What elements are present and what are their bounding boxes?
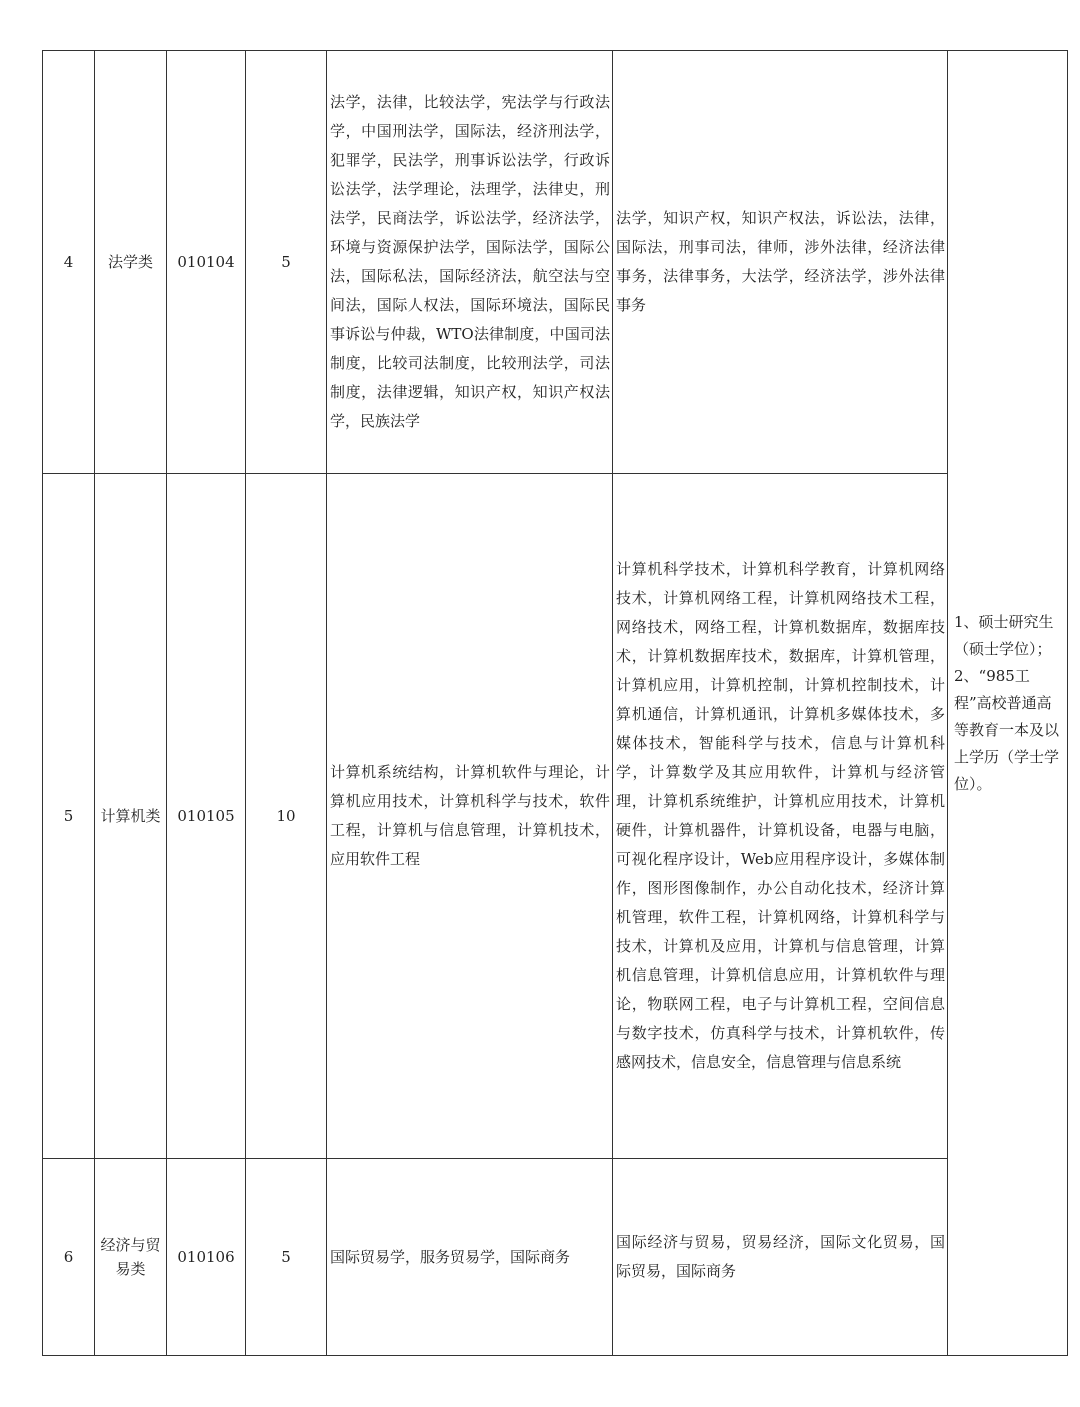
code-cell <box>167 51 246 474</box>
postgraduate-majors: 计算机系统结构，计算机软件与理论，计算机应用技术，计算机科学与技术，软件工程，计算机与信息管理，计算机技术，应用软件工程 <box>330 763 610 868</box>
count-cell <box>246 474 327 1159</box>
table-row <box>43 1159 1068 1356</box>
table-row <box>43 51 1068 474</box>
education-requirement: 1、硕士研究生（硕士学位）；2、“985工程”高校普通高等教育一本及以上学历（学士学位）。 <box>954 612 1060 793</box>
category-cell <box>95 474 167 1159</box>
table-row <box>43 474 1068 1159</box>
category-name: 计算机类 <box>100 807 161 825</box>
category-cell <box>95 1159 167 1356</box>
recruit-count: 5 <box>281 253 291 271</box>
code-cell <box>167 474 246 1159</box>
category-name: 经济与贸易类 <box>100 1236 161 1278</box>
count-cell <box>246 1159 327 1356</box>
requirement-cell <box>948 51 1068 1356</box>
undergraduate-majors-cell <box>613 51 948 474</box>
row-number: 4 <box>63 253 74 271</box>
postgraduate-majors-cell <box>327 51 613 474</box>
postgraduate-majors: 法学，法律，比较法学，宪法学与行政法学，中国刑法学，国际法，经济刑法学，犯罪学，民法学，刑事诉讼法学，行政诉讼法学，法学理论，法理学，法律史，刑法学，民商法学，诉讼法学，经济法学，环境与资源保护法学，国际法学，国际公法，国际私法，国际经济法，航空法与空间法，国际人权法，国际环境法，国际民事诉讼与仲裁，WTO法律制度，中国司法制度，比较司法制度，比较刑法学，司法制度，法律逻辑，知识产权，知识产权法学，民族法学 <box>330 93 610 430</box>
postgraduate-majors-cell <box>327 1159 613 1356</box>
undergraduate-majors: 国际经济与贸易，贸易经济，国际文化贸易，国际贸易，国际商务 <box>616 1233 945 1280</box>
row-number-cell <box>43 474 95 1159</box>
code-cell <box>167 1159 246 1356</box>
undergraduate-majors: 计算机科学技术，计算机科学教育，计算机网络技术，计算机网络工程，计算机网络技术工程，网络技术，网络工程，计算机数据库，数据库技术，计算机数据库技术，数据库，计算机管理，计算机应用，计算机控制，计算机控制技术，计算机通信，计算机通讯，计算机多媒体技术，多媒体技术，智能科学与技术，信息与计算机科学，计算数学及其应用软件，计算机与经济管理，计算机系统维护，计算机应用技术，计算机硬件，计算机器件，计算机设备，电器与电脑，可视化程序设计，Web应用程序设计，多媒体制作，图形图像制作，办公自动化技术，经济计算机管理，软件工程，计算机网络，计算机科学与技术，计算机及应用，计算机与信息管理，计算机信息管理，计算机信息应用，计算机软件与理论，物联网工程，电子与计算机工程，空间信息与数字技术，仿真科学与技术，计算机软件，传感网技术，信息安全，信息管理与信息系统 <box>616 560 945 1071</box>
postgraduate-majors-cell <box>327 474 613 1159</box>
category-code: 010105 <box>177 807 235 825</box>
category-code: 010106 <box>177 1248 235 1266</box>
row-number-cell <box>43 51 95 474</box>
count-cell <box>246 51 327 474</box>
undergraduate-majors: 法学，知识产权，知识产权法，诉讼法，法律，国际法，刑事司法，律师，涉外法律，经济法律事务，法律事务，大法学，经济法学，涉外法律事务 <box>616 209 945 314</box>
recruit-count: 10 <box>276 807 296 825</box>
undergraduate-majors-cell <box>613 1159 948 1356</box>
major-requirements-table <box>42 50 1068 1356</box>
row-number-cell <box>43 1159 95 1356</box>
category-code: 010104 <box>177 253 235 271</box>
undergraduate-majors-cell <box>613 474 948 1159</box>
row-number: 6 <box>63 1248 74 1266</box>
category-cell <box>95 51 167 474</box>
row-number: 5 <box>63 807 74 825</box>
category-name: 法学类 <box>107 253 153 271</box>
recruit-count: 5 <box>281 1248 291 1266</box>
postgraduate-majors: 国际贸易学，服务贸易学，国际商务 <box>330 1247 571 1266</box>
